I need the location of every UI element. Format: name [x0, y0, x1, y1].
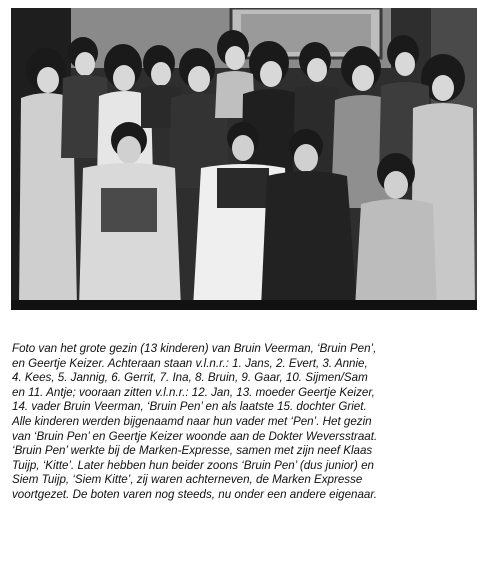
caption-line: Tuijp, ‘Kitte’. Later hebben hun beider zoons ‘Bruin Pen’ (dus junior) en: [12, 458, 374, 472]
caption-line: 4. Kees, 5. Jannig, 6. Gerrit, 7. Ina, 8. Bruin, 9. Gaar, 10. Sijmen/Sam: [12, 371, 368, 385]
caption-line: Siem Tuijp, ‘Siem Kitte’, zij waren achterneven, de Marken Expresse: [12, 473, 363, 487]
caption-line: en 11. Antje; vooraan zitten v.l.n.r.: 12. Jan, 13. moeder Geertje Keizer,: [12, 385, 375, 399]
caption-line: ‘Bruin Pen’ werkte bij de Marken-Expresse, samen met zijn neef Klaas: [12, 444, 373, 458]
caption-line: voortgezet. De boten varen nog steeds, nu onder een andere eigenaar.: [12, 487, 378, 501]
photo-caption: [12, 342, 480, 503]
caption-line: Alle kinderen werden bijgenaamd naar hun vader met ‘Pen’. Het gezin: [12, 414, 372, 428]
caption-line: 14. vader Bruin Veerman, ‘Bruin Pen’ en als laatste 15. dochter Griet.: [12, 400, 367, 414]
caption-line: en Geertje Keizer. Achteraan staan v.l.n.r.: 1. Jans, 2. Evert, 3. Annie,: [12, 356, 368, 370]
caption-line: van ‘Bruin Pen’ en Geertje Keizer woonde aan de Dokter Weversstraat.: [12, 429, 378, 443]
caption-line: Foto van het grote gezin (13 kinderen) van Bruin Veerman, ‘Bruin Pen’,: [12, 342, 377, 355]
family-group-photo-icon: [11, 8, 477, 310]
family-group-photo: [11, 8, 477, 310]
